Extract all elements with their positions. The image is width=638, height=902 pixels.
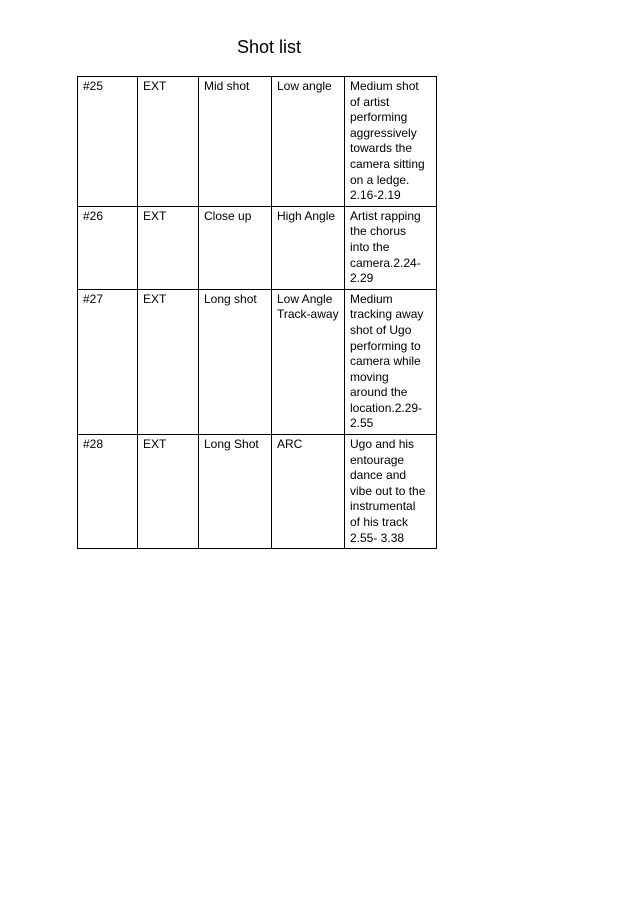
description-line: camera while — [350, 354, 421, 369]
description-line: moving — [350, 369, 389, 384]
description-cell — [345, 289, 437, 434]
description-line: on a ledge. — [350, 172, 410, 187]
description-line: dance and — [350, 468, 407, 483]
description-line: tracking away — [350, 307, 424, 322]
camera-angle-cell: Low angle — [272, 77, 345, 207]
description-line: 2.29 — [350, 271, 374, 286]
camera-angle-cell: ARC — [272, 435, 345, 549]
description-line: Medium shot — [350, 79, 419, 93]
location-cell: EXT — [138, 289, 199, 434]
description-line: entourage — [350, 452, 405, 467]
description-line: 2.16-2.19 — [350, 188, 401, 203]
location-cell: EXT — [138, 77, 199, 207]
table-row — [78, 77, 437, 207]
description-line: of his track — [350, 515, 409, 530]
description-line: the chorus — [350, 224, 407, 239]
description-line: around the — [350, 385, 408, 400]
shot-number-cell: #25 — [78, 77, 138, 207]
description-line: camera.2.24- — [350, 255, 421, 270]
description-line: location.2.29- — [350, 400, 423, 415]
description-cell — [345, 435, 437, 549]
description-line: camera sitting — [350, 156, 425, 171]
camera-angle-cell: High Angle — [272, 206, 345, 289]
description-line: performing to — [350, 338, 421, 353]
shot-number-cell: #26 — [78, 206, 138, 289]
table-row — [78, 289, 437, 434]
description-line: 2.55 — [350, 416, 374, 431]
description-line: performing — [350, 110, 408, 125]
description-line: vibe out to the — [350, 483, 426, 498]
description-line: 2.55- 3.38 — [350, 530, 405, 545]
description-cell — [345, 77, 437, 207]
shot-type-cell: Close up — [199, 206, 272, 289]
shot-number-cell: #27 — [78, 289, 138, 434]
description-line: into the — [350, 239, 390, 254]
description-line: shot of Ugo — [350, 322, 412, 337]
location-cell: EXT — [138, 435, 199, 549]
description-line: aggressively — [350, 125, 417, 140]
description-line: Medium — [350, 291, 393, 306]
description-line: of artist — [350, 94, 390, 109]
location-cell: EXT — [138, 206, 199, 289]
camera-angle-cell: Low Angle Track-away — [272, 289, 345, 434]
shot-type-cell: Mid shot — [199, 77, 272, 207]
table-row — [78, 435, 437, 549]
description-line: towards the — [350, 141, 413, 156]
table-row — [78, 206, 437, 289]
description-cell — [345, 206, 437, 289]
description-line: Artist rapping — [350, 208, 421, 223]
shot-number-cell: #28 — [78, 435, 138, 549]
page-title: Shot list — [237, 37, 302, 57]
shot-type-cell: Long Shot — [199, 435, 272, 549]
description-line: instrumental — [350, 499, 416, 514]
shot-list-table — [77, 76, 437, 549]
shot-type-cell: Long shot — [199, 289, 272, 434]
description-line: Ugo and his — [350, 437, 415, 452]
